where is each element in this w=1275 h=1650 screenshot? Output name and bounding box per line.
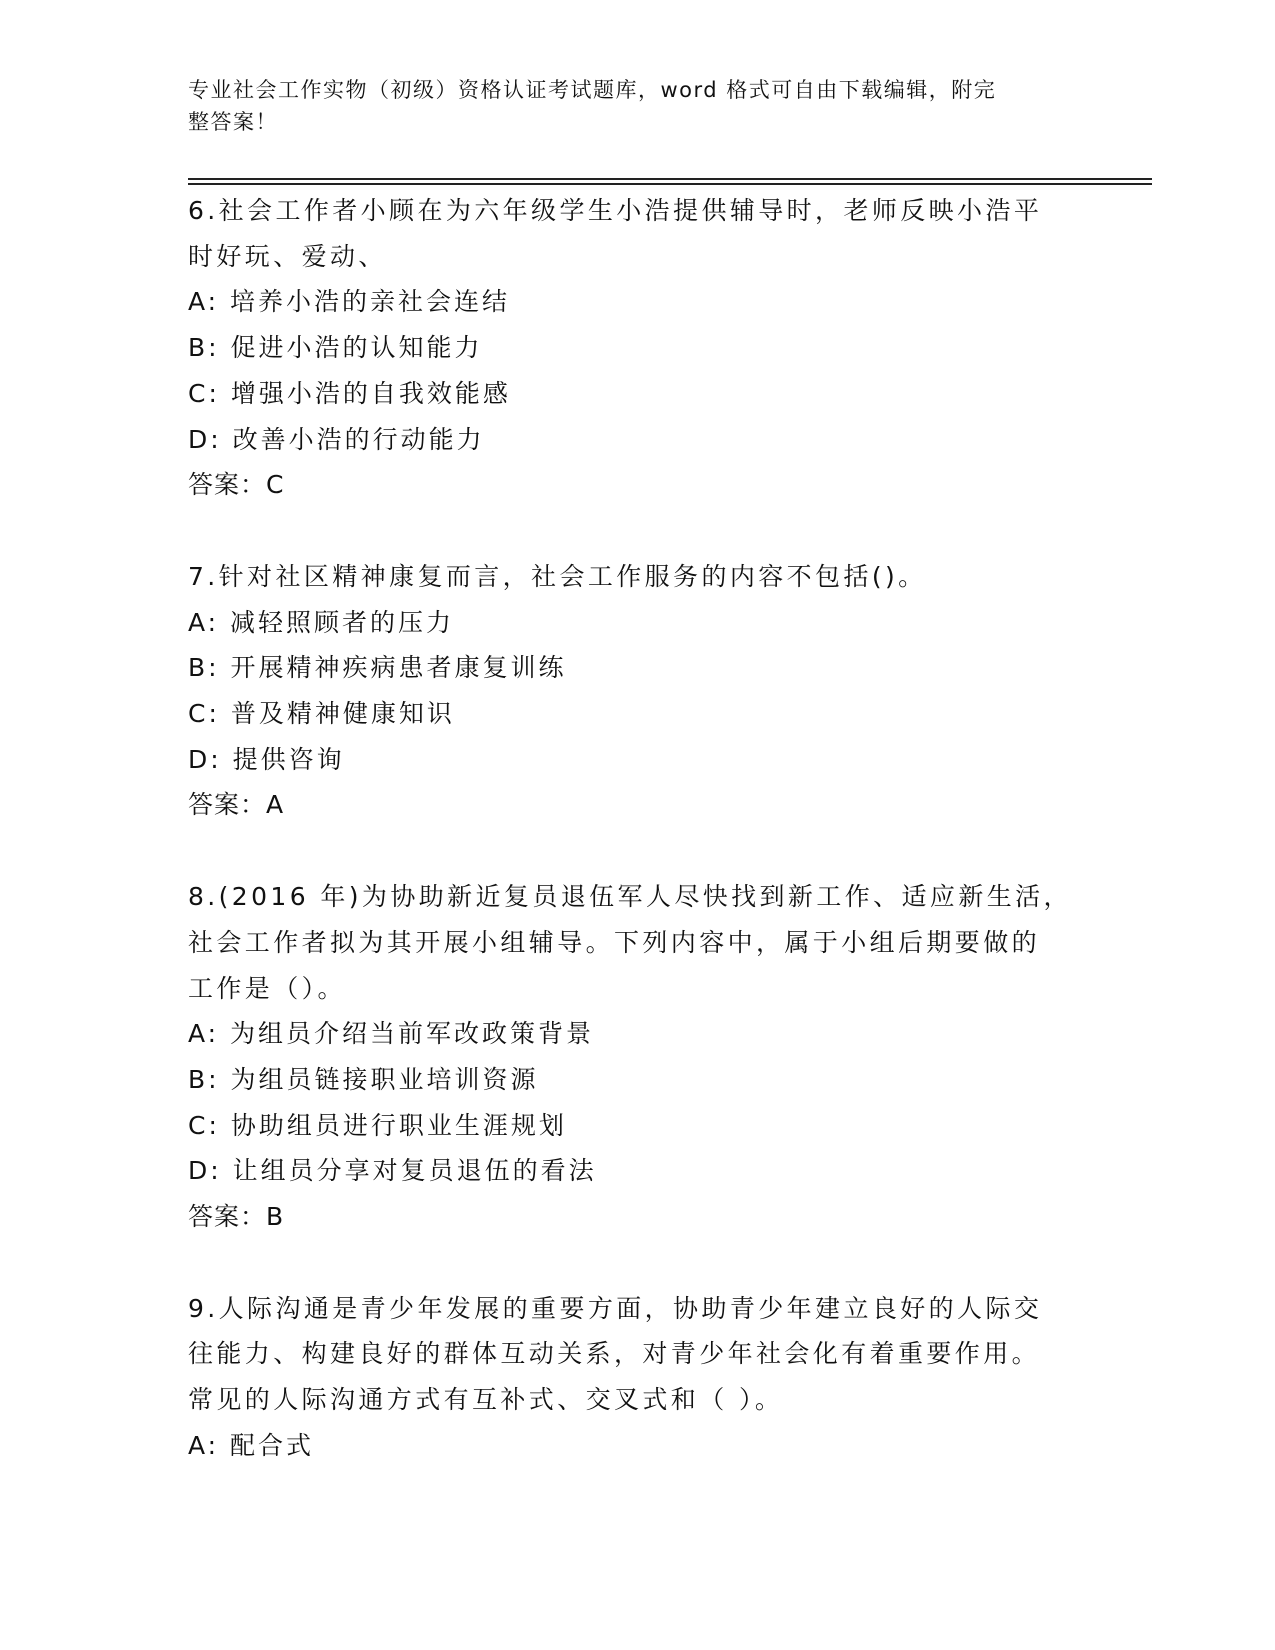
option-b: B: 为组员链接职业培训资源 [188, 1064, 539, 1094]
question-list [188, 188, 1088, 1515]
question-7 [188, 554, 1088, 828]
question-9 [188, 1286, 1088, 1469]
stem-line: 7.针对社区精神康复而言，社会工作服务的内容不包括()。 [188, 561, 927, 591]
answer-line: 答案：A [188, 790, 285, 820]
question-stem [188, 1286, 1088, 1423]
option-a: A: 配合式 [188, 1430, 315, 1460]
stem-line: 常见的人际沟通方式有互补式、交叉式和（ ）。 [188, 1385, 784, 1415]
option-c: C: 增强小浩的自我效能感 [188, 378, 511, 408]
option-c: C: 普及精神健康知识 [188, 699, 455, 729]
answer-line: 答案：C [188, 470, 285, 500]
option-b: B: 促进小浩的认知能力 [188, 333, 483, 363]
option-d: D: 改善小浩的行动能力 [188, 424, 485, 454]
stem-line: 9.人际沟通是青少年发展的重要方面，协助青少年建立良好的人际交 [188, 1293, 1043, 1323]
document-header [188, 74, 1068, 138]
stem-line: 6.社会工作者小顾在为六年级学生小浩提供辅导时，老师反映小浩平 [188, 196, 1043, 225]
header-divider-bottom [188, 183, 1152, 185]
stem-line: 时好玩、爱动、 [188, 241, 387, 271]
option-b: B: 开展精神疾病患者康复训练 [188, 653, 567, 683]
header-line-2: 整答案！ [188, 110, 278, 134]
stem-line: 工作是（）。 [188, 973, 346, 1003]
question-stem [188, 188, 1088, 279]
option-a: A: 为组员介绍当前军改政策背景 [188, 1019, 595, 1049]
option-a: A: 培养小浩的亲社会连结 [188, 287, 511, 317]
question-8 [188, 874, 1088, 1240]
answer-line: 答案：B [188, 1202, 285, 1232]
question-stem [188, 554, 1088, 600]
option-c: C: 协助组员进行职业生涯规划 [188, 1110, 567, 1140]
stem-line: 往能力、构建良好的群体互动关系，对青少年社会化有着重要作用。 [188, 1339, 1041, 1369]
question-stem [188, 874, 1088, 1011]
question-6 [188, 188, 1088, 508]
option-d: D: 让组员分享对复员退伍的看法 [188, 1156, 597, 1186]
option-a: A: 减轻照顾者的压力 [188, 607, 455, 637]
option-d: D: 提供咨询 [188, 744, 345, 774]
stem-line: 社会工作者拟为其开展小组辅导。下列内容中，属于小组后期要做的 [188, 927, 1041, 957]
header-line-1: 专业社会工作实物（初级）资格认证考试题库，word 格式可自由下载编辑，附完 [188, 78, 997, 102]
header-divider-top [188, 178, 1152, 180]
stem-line: 8.(2016 年)为协助新近复员退伍军人尽快找到新工作、适应新生活， [188, 882, 1072, 912]
